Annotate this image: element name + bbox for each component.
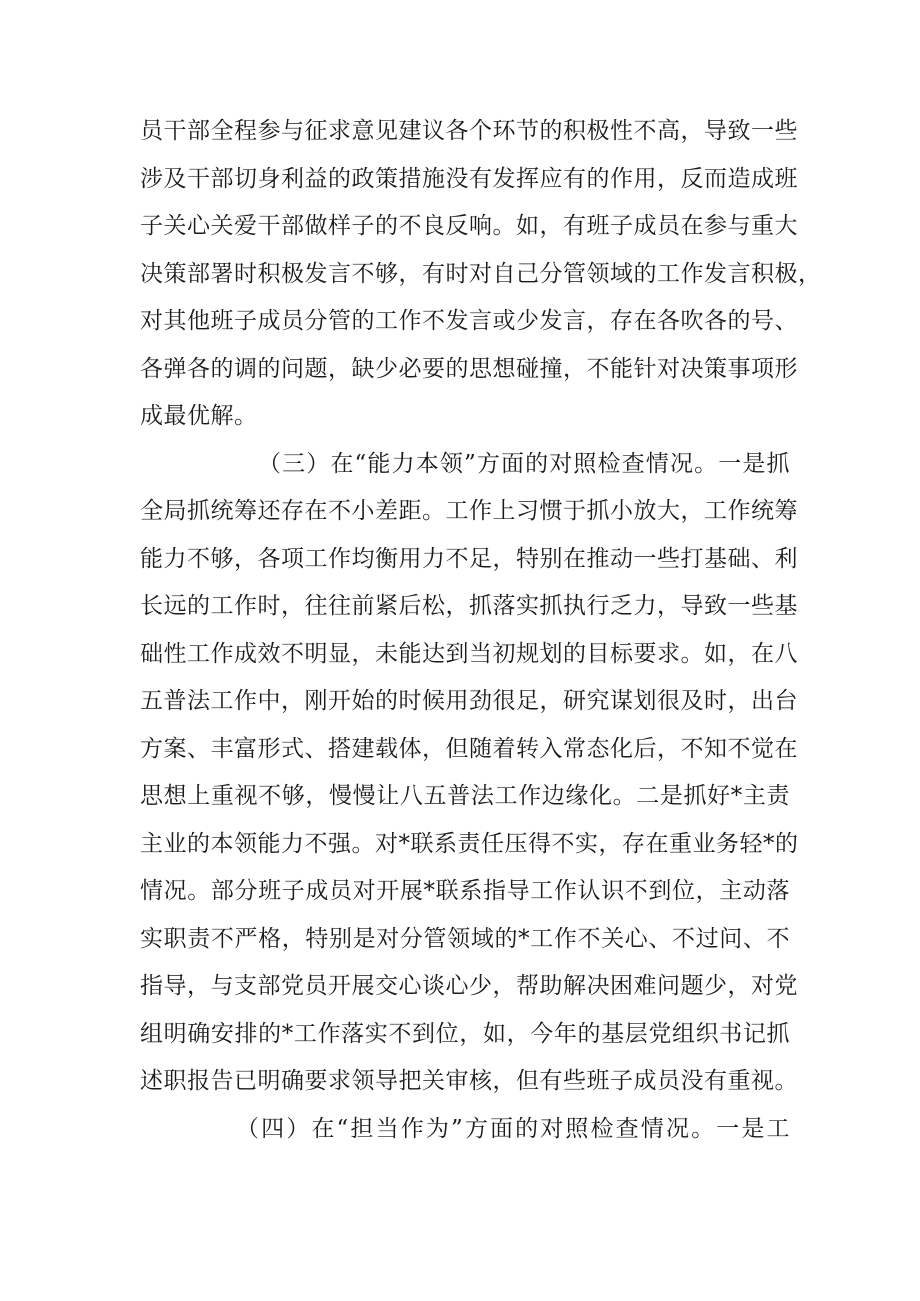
text-line: 各弹各的调的问题，缺少必要的思想碰撞，不能针对决策事项形 (140, 355, 798, 382)
text-line: 能力不够，各项工作均衡用力不足，特别在推动一些打基础、利 (140, 545, 798, 572)
text-line: 对其他班子成员分管的工作不发言或少发言，存在各吹各的号、 (140, 308, 798, 334)
text-line: 础性工作成效不明显，未能达到当初规划的目标要求。如，在八 (140, 640, 798, 667)
text-line: 子关心关爱干部做样子的不良反响。如，有班子成员在参与重大 (140, 213, 798, 239)
text-line: 员干部全程参与征求意见建议各个环节的积极性不高，导致一些 (140, 118, 798, 144)
text-line: 情况。部分班子成员对开展*联系指导工作认识不到位，主动落 (140, 878, 790, 904)
text-line: 涉及干部切身利益的政策措施没有发挥应有的作用，反而造成班 (140, 165, 798, 192)
text-line: 思想上重视不够，慢慢让八五普法工作边缘化。二是抓好*主责 (140, 783, 790, 809)
section-heading-line: （三）在“能力本领”方面的对照检查情况。一是抓 (258, 450, 790, 477)
text-line: 全局抓统筹还存在不小差距。工作上习惯于抓小放大，工作统筹 (140, 498, 798, 524)
document-body (140, 108, 822, 1153)
text-line: 决策部署时积极发言不够，有时对自己分管领域的工作发言积极， (140, 260, 822, 287)
section-heading-line: （四）在“担当作为”方面的对照检查情况。一是工 (236, 1115, 790, 1142)
text-line: 主业的本领能力不强。对*联系责任压得不实，存在重业务轻*的 (140, 830, 799, 857)
text-line: 成最优解。 (140, 403, 258, 429)
text-line: 长远的工作时，往往前紧后松，抓落实抓执行乏力，导致一些基 (140, 593, 798, 619)
text-line: 组明确安排的*工作落实不到位，如，今年的基层党组织书记抓 (140, 1020, 790, 1047)
text-line: 述职报告已明确要求领导把关审核，但有些班子成员没有重视。 (140, 1068, 798, 1094)
text-line: 方案、丰富形式、搭建载体，但随着转入常态化后，不知不觉在 (140, 735, 798, 762)
text-line: 指导，与支部党员开展交心谈心少，帮助解决困难问题少，对党 (140, 973, 798, 999)
text-line: 实职责不严格，特别是对分管领域的*工作不关心、不过问、不 (140, 925, 790, 952)
text-line: 五普法工作中，刚开始的时候用劲很足，研究谋划很及时，出台 (140, 688, 798, 714)
